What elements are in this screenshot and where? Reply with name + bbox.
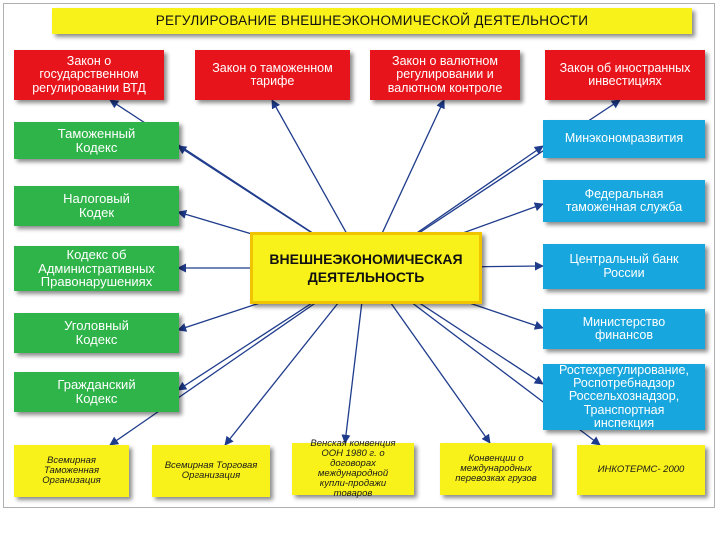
agency-federal-customs-service: Федеральная таможенная служба bbox=[543, 180, 705, 222]
agency-central-bank: Центральный банк России bbox=[543, 244, 705, 289]
code-customs: Таможенный Кодекс bbox=[14, 122, 179, 159]
agency-ministry-economic-development: Минэкономразвития bbox=[543, 120, 705, 158]
code-administrative-offenses: Кодекс об Административных Правонарушениях bbox=[14, 246, 179, 291]
agency-ministry-finance: Министерство финансов bbox=[543, 309, 705, 349]
intl-world-trade-organization: Всемирная Торговая Организация bbox=[152, 445, 270, 497]
intl-world-customs-organization: Всемирная Таможенная Организация bbox=[14, 445, 129, 497]
intl-incoterms-2000: ИНКОТЕРМС- 2000 bbox=[577, 445, 705, 495]
law-customs-tariff: Закон о таможенном тарифе bbox=[195, 50, 350, 100]
law-state-regulation-vtd: Закон о государственном регулировании ВТД bbox=[14, 50, 164, 100]
law-currency-regulation: Закон о валютном регулировании и валютном контроле bbox=[370, 50, 520, 100]
intl-cargo-transport-conventions: Конвенции о международных перевозках грузов bbox=[440, 443, 552, 495]
intl-vienna-convention-1980: Венская конвенция ООН 1980 г. о договорах международной купли-продажи товаров bbox=[292, 443, 414, 495]
code-tax: Налоговый Кодек bbox=[14, 186, 179, 226]
code-criminal: Уголовный Кодекс bbox=[14, 313, 179, 353]
page-title: РЕГУЛИРОВАНИЕ ВНЕШНЕЭКОНОМИЧЕСКОЙ ДЕЯТЕЛЬНОСТИ bbox=[52, 8, 692, 34]
code-civil: Гражданский Кодекс bbox=[14, 372, 179, 412]
center-foreign-economic-activity: ВНЕШНЕЭКОНОМИЧЕСКАЯ ДЕЯТЕЛЬНОСТЬ bbox=[250, 232, 482, 304]
law-foreign-investment: Закон об иностранных инвестициях bbox=[545, 50, 705, 100]
agency-technical-regulation-group: Ростехрегулирование, Роспотребнадзор Россельхознадзор, Транспортная инспекция bbox=[543, 364, 705, 430]
